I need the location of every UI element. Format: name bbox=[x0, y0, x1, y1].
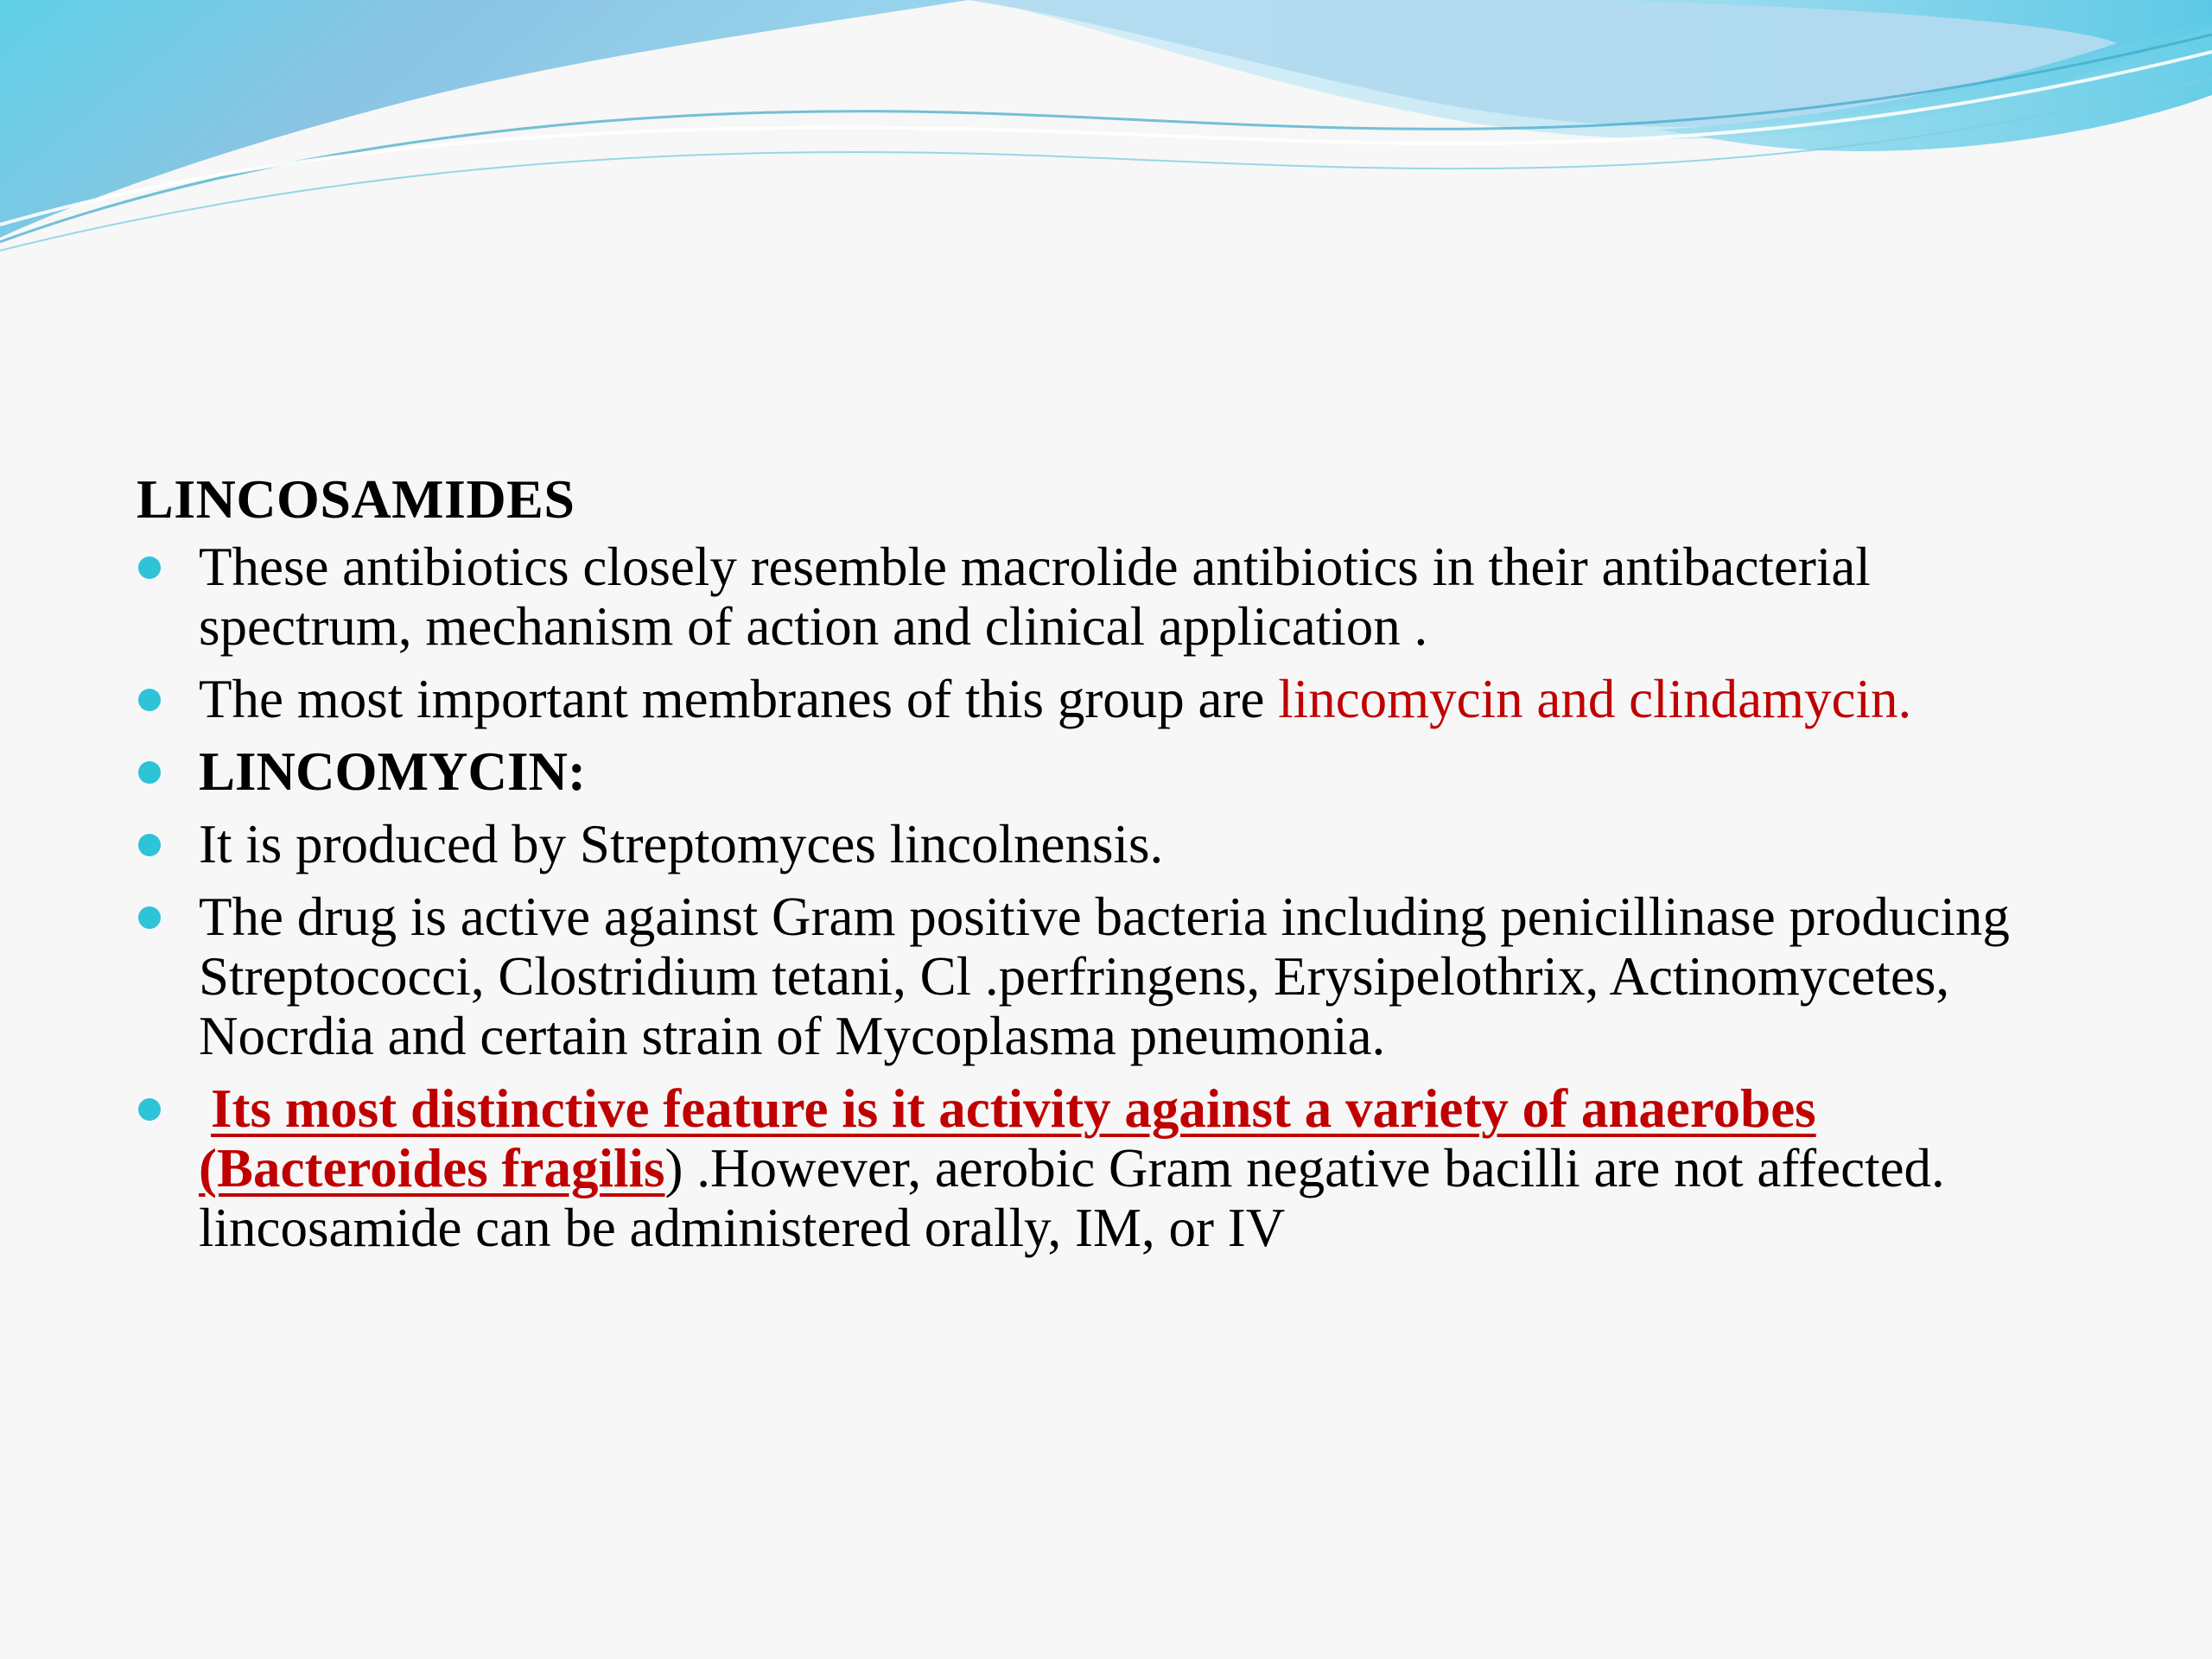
bullet-text: The most important membranes of this group are bbox=[199, 669, 1279, 729]
bullet-text: ) .However, aerobic Gram negative bacilli are not affected. lincosamide can be administered orally, IM, or IV bbox=[199, 1138, 1945, 1258]
bullet-highlight-text: Its most distinctive feature is it activity against a variety of anaerobes (Bacteroides fragilis bbox=[199, 1078, 1816, 1198]
bullet-dot-icon bbox=[138, 1098, 161, 1121]
bullet-item bbox=[137, 1079, 2089, 1258]
bullet-text: The drug is active against Gram positive bacteria including penicillinase producing Streptococci, Clostridium tetani, Cl .perfringens, Erysipelothrix, Actinomycetes, Nocrdia and certain strain of Mycoplasma pneumonia. bbox=[199, 887, 2010, 1066]
bullet-item bbox=[137, 670, 2089, 729]
bullet-item bbox=[137, 815, 2089, 874]
bullet-dot-icon bbox=[138, 556, 161, 579]
slide-content bbox=[137, 467, 2089, 1271]
bullet-text: It is produced by Streptomyces lincolnensis. bbox=[199, 814, 1164, 874]
bullet-dot-icon bbox=[138, 906, 161, 929]
bullet-item bbox=[137, 537, 2089, 657]
bullet-highlight-text: lincomycin and clindamycin. bbox=[1278, 669, 1912, 729]
slide-heading: LINCOSAMIDES bbox=[137, 468, 575, 530]
bullet-subheading: LINCOMYCIN: bbox=[199, 741, 586, 802]
bullet-dot-icon bbox=[138, 689, 161, 711]
bullet-text: These antibiotics closely resemble macrolide antibiotics in their antibacterial spectrum, mechanism of action and clinical application . bbox=[199, 537, 1871, 657]
bullet-item bbox=[137, 742, 2089, 802]
bullet-dot-icon bbox=[138, 761, 161, 784]
bullet-dot-icon bbox=[138, 834, 161, 856]
bullet-item bbox=[137, 887, 2089, 1066]
bullet-list bbox=[137, 537, 2089, 1258]
decorative-wave-header bbox=[0, 0, 2212, 285]
